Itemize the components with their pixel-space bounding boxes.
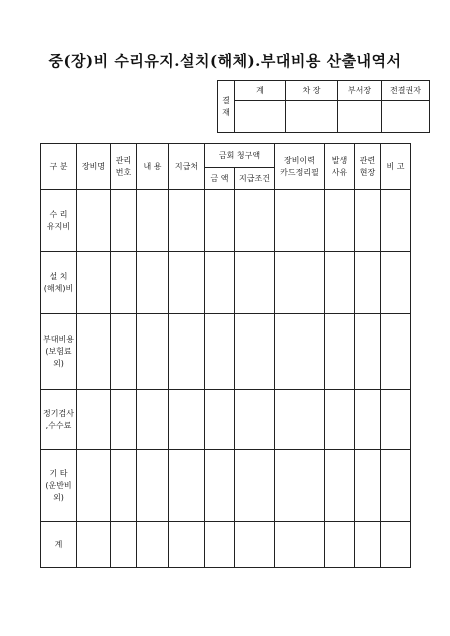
header-related-site: 관련 현장 <box>355 144 381 190</box>
row-label-other: 기 타 (운반비 외) <box>41 450 77 522</box>
header-cause: 발생 사유 <box>325 144 355 190</box>
approval-col-department-head: 부서장 <box>338 81 382 101</box>
table-cell[interactable] <box>381 190 411 252</box>
table-cell[interactable] <box>137 314 169 390</box>
signature-cell-department-head[interactable] <box>338 101 382 133</box>
table-cell[interactable] <box>235 190 275 252</box>
table-cell[interactable] <box>325 450 355 522</box>
table-cell[interactable] <box>325 522 355 568</box>
header-remarks: 비 고 <box>381 144 411 190</box>
table-cell[interactable] <box>355 190 381 252</box>
table-row <box>41 450 411 522</box>
table-row <box>41 522 411 568</box>
table-cell[interactable] <box>111 252 137 314</box>
table-cell[interactable] <box>111 522 137 568</box>
table-cell[interactable] <box>325 314 355 390</box>
table-cell[interactable] <box>235 450 275 522</box>
table-cell[interactable] <box>235 522 275 568</box>
row-label-incidental-costs: 부대비용 (보험료 외) <box>41 314 77 390</box>
row-label-inspection-fees: 정기검사 ,수수료 <box>41 390 77 450</box>
header-equipment-name: 장비명 <box>77 144 111 190</box>
table-cell[interactable] <box>205 450 235 522</box>
header-amount: 금 액 <box>205 168 235 190</box>
table-cell[interactable] <box>77 390 111 450</box>
table-cell[interactable] <box>169 252 205 314</box>
table-cell[interactable] <box>169 190 205 252</box>
table-cell[interactable] <box>325 390 355 450</box>
table-cell[interactable] <box>77 252 111 314</box>
table-cell[interactable] <box>381 252 411 314</box>
table-row <box>41 314 411 390</box>
table-cell[interactable] <box>205 522 235 568</box>
header-history-card: 장비이력 카드정리필 <box>275 144 325 190</box>
table-cell[interactable] <box>355 522 381 568</box>
table-cell[interactable] <box>169 390 205 450</box>
table-cell[interactable] <box>235 390 275 450</box>
header-payee: 지급처 <box>169 144 205 190</box>
table-cell[interactable] <box>381 314 411 390</box>
header-content: 내 용 <box>137 144 169 190</box>
table-cell[interactable] <box>111 314 137 390</box>
document-title: 중(장)비 수리유지.설치(해체).부대비용 산출내역서 <box>48 52 402 70</box>
table-cell[interactable] <box>77 450 111 522</box>
table-cell[interactable] <box>169 522 205 568</box>
table-cell[interactable] <box>137 522 169 568</box>
approval-col-deputy-manager: 차 장 <box>286 81 338 101</box>
table-cell[interactable] <box>381 450 411 522</box>
table-cell[interactable] <box>169 450 205 522</box>
cost-breakdown-table <box>40 143 411 568</box>
table-cell[interactable] <box>111 450 137 522</box>
table-cell[interactable] <box>381 390 411 450</box>
table-cell[interactable] <box>77 522 111 568</box>
table-cell[interactable] <box>235 314 275 390</box>
approval-box <box>217 80 430 133</box>
table-cell[interactable] <box>169 314 205 390</box>
header-payment-terms: 지급조건 <box>235 168 275 190</box>
table-row <box>41 390 411 450</box>
approval-col-authorized-approver: 전결권자 <box>382 81 430 101</box>
table-cell[interactable] <box>325 252 355 314</box>
table-cell[interactable] <box>275 450 325 522</box>
signature-cell-authorized-approver[interactable] <box>382 101 430 133</box>
header-category: 구 분 <box>41 144 77 190</box>
row-label-installation-dismantling: 설 치 (해체)비 <box>41 252 77 314</box>
row-label-repair-maintenance: 수 리 유지비 <box>41 190 77 252</box>
approval-col-total: 계 <box>235 81 286 101</box>
table-cell[interactable] <box>111 190 137 252</box>
table-cell[interactable] <box>137 190 169 252</box>
table-cell[interactable] <box>275 314 325 390</box>
row-label-total: 계 <box>41 522 77 568</box>
table-cell[interactable] <box>275 190 325 252</box>
approval-label: 결 재 <box>218 81 235 133</box>
table-cell[interactable] <box>205 314 235 390</box>
table-cell[interactable] <box>355 252 381 314</box>
header-current-claim: 금회 청구액 <box>205 144 275 168</box>
table-row <box>41 190 411 252</box>
header-management-number: 관리 번호 <box>111 144 137 190</box>
table-cell[interactable] <box>355 450 381 522</box>
table-cell[interactable] <box>111 390 137 450</box>
table-cell[interactable] <box>275 390 325 450</box>
table-cell[interactable] <box>77 314 111 390</box>
table-cell[interactable] <box>381 522 411 568</box>
table-row <box>41 252 411 314</box>
table-cell[interactable] <box>137 252 169 314</box>
table-cell[interactable] <box>137 450 169 522</box>
table-cell[interactable] <box>325 190 355 252</box>
table-cell[interactable] <box>137 390 169 450</box>
table-cell[interactable] <box>275 252 325 314</box>
table-cell[interactable] <box>205 252 235 314</box>
table-cell[interactable] <box>355 314 381 390</box>
table-cell[interactable] <box>205 390 235 450</box>
signature-cell-deputy-manager[interactable] <box>286 101 338 133</box>
table-cell[interactable] <box>275 522 325 568</box>
table-cell[interactable] <box>355 390 381 450</box>
table-cell[interactable] <box>77 190 111 252</box>
table-cell[interactable] <box>205 190 235 252</box>
signature-cell-total[interactable] <box>235 101 286 133</box>
table-cell[interactable] <box>235 252 275 314</box>
